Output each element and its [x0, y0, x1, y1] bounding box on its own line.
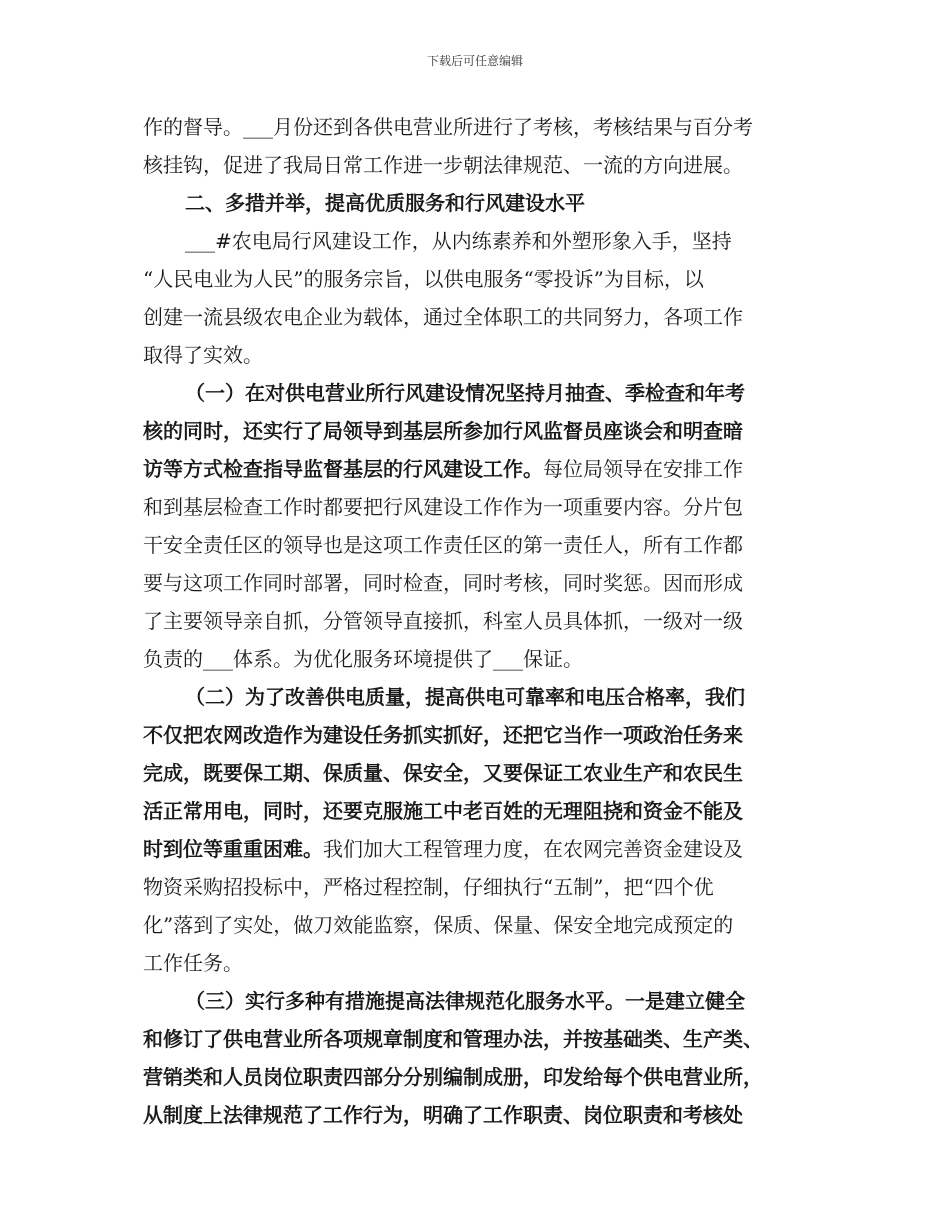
text-line: （二）为了改善供电质量，提高供电可靠率和电压合格率，我们 — [185, 685, 745, 709]
paragraph-5 — [143, 678, 809, 982]
paragraph-3 — [143, 222, 809, 374]
text-line: 取得了实效。 — [143, 343, 263, 367]
paragraph-4 — [143, 374, 809, 678]
text-line-mixed — [143, 450, 809, 488]
bold-text: 访等方式检查指导监督基层的行风建设工作。 — [143, 457, 543, 481]
text-line: （一）在对供电营业所行风建设情况坚持月抽查、季检查和年考 — [185, 381, 745, 405]
normal-text: 每位局领导在安排工作 — [543, 457, 743, 481]
text-line: 作的督导。___月份还到各供电营业所进行了考核，考核结果与百分考 — [143, 115, 753, 139]
section-heading-2 — [143, 184, 809, 222]
text-line: “人民电业为人民”的服务宗旨，以供电服务“零投诉”为目标，以 — [143, 267, 704, 291]
text-line: 从制度上法律规范了工作行为，明确了工作职责、岗位职责和考核处 — [143, 1103, 743, 1127]
text-line: 了主要领导亲自抓，分管领导直接抓，科室人员具体抓，一级对一级 — [143, 609, 743, 633]
paragraph-6 — [143, 982, 809, 1134]
paragraph-1 — [143, 108, 809, 184]
text-line: ___#农电局行风建设工作，从内练素养和外塑形象入手，坚持 — [185, 229, 732, 253]
bold-text: 时到位等重重困难。 — [143, 837, 323, 861]
text-line: 活正常用电，同时，还要克服施工中老百姓的无理阻挠和资金不能及 — [143, 799, 743, 823]
text-line: 完成，既要保工期、保质量、保安全，又要保证工农业生产和农民生 — [143, 761, 743, 785]
text-line: 核挂钩，促进了我局日常工作进一步朝法律规范、一流的方向进展。 — [143, 153, 743, 177]
text-line: （三）实行多种有措施提高法律规范化服务水平。一是建立健全 — [185, 989, 745, 1013]
text-line: 核的同时，还实行了局领导到基层所参加行风监督员座谈会和明查暗 — [143, 419, 743, 443]
text-line: 和到基层检查工作时都要把行风建设工作作为一项重要内容。分片包 — [143, 495, 743, 519]
text-line: 和修订了供电营业所各项规章制度和管理办法，并按基础类、生产类、 — [143, 1027, 763, 1051]
text-line: 不仅把农网改造作为建设任务抓实抓好，还把它当作一项政治任务来 — [143, 723, 743, 747]
text-line: 负责的___体系。为优化服务环境提供了___保证。 — [143, 647, 583, 671]
normal-text: 我们加大工程管理力度，在农网完善资金建设及 — [323, 837, 743, 861]
text-line: 创建一流县级农电企业为载体，通过全体职工的共同努力，各项工作 — [143, 305, 743, 329]
text-line-mixed — [143, 830, 809, 868]
text-line: 干安全责任区的领导也是这项工作责任区的第一责任人，所有工作都 — [143, 533, 743, 557]
text-line: 物资采购招投标中，严格过程控制，仔细执行“五制”，把“四个优 — [143, 875, 714, 899]
text-line: 化”落到了实处，做刀效能监察，保质、保量、保安全地完成预定的 — [143, 913, 734, 937]
text-line: 工作任务。 — [143, 951, 243, 975]
document-body — [143, 108, 809, 1134]
page-header: 下载后可任意编辑 — [426, 54, 523, 68]
text-line: 要与这项工作同时部署，同时检查，同时考核，同时奖惩。因而形成 — [143, 571, 743, 595]
section-heading-text: 二、多措并举，提高优质服务和行风建设水平 — [185, 191, 585, 215]
text-line: 营销类和人员岗位职责四部分分别编制成册，印发给每个供电营业所， — [143, 1065, 763, 1089]
